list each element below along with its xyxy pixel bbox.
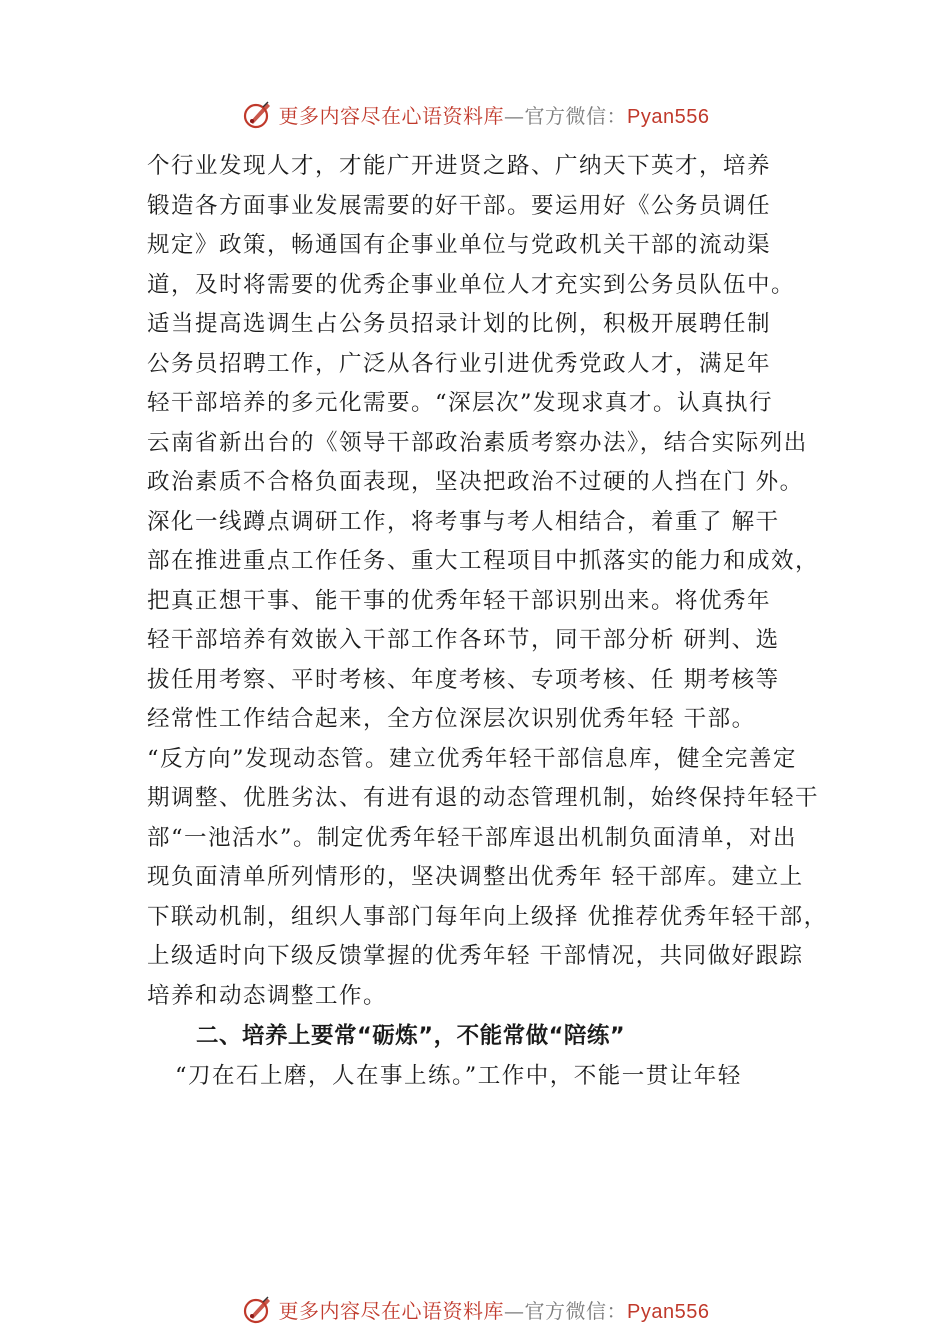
body-line: 部“一池活水”。制定优秀年轻干部库退出机制负面清单，对出: [147, 824, 798, 851]
watermark-main: 更多内容尽在心语资料库: [278, 103, 505, 128]
body-line: 个行业发现人才，才能广开进贤之路、广纳天下英才，培养: [147, 153, 772, 179]
watermark-header: [0, 94, 950, 134]
body-line: 道，及时将需要的优秀企事业单位人才充实到公务员队伍中。: [147, 271, 796, 298]
body-line: 轻干部培养有效嵌入干部工作各环节，同干部分析 研判、选: [147, 627, 780, 653]
body-line: 把真正想干事、能干事的优秀年轻干部识别出来。将优秀年: [147, 587, 772, 614]
watermark-main: 更多内容尽在心语资料库: [278, 1298, 505, 1323]
body-line: 经常性工作结合起来，全方位深层次识别优秀年轻 干部。: [147, 706, 756, 732]
body-line: 培养和动态调整工作。: [147, 982, 388, 1009]
body-line: 公务员招聘工作，广泛从各行业引进优秀党政人才，满足年: [147, 350, 772, 377]
watermark-official: 官方微信：: [524, 103, 628, 128]
document-body: [147, 147, 847, 1097]
body-line: 下联动机制，组织人事部门每年向上级择 优推荐优秀年轻干部，: [147, 903, 828, 930]
watermark-footer: [0, 1289, 950, 1329]
quill-logo-icon: [241, 97, 275, 131]
watermark-account: Pyan556: [627, 105, 710, 128]
body-line: 期调整、优胜劣汰、有进有退的动态管理机制，始终保持年轻干: [147, 785, 820, 811]
body-line: 现负面清单所列情形的，坚决调整出优秀年 轻干部库。建立上: [147, 864, 804, 890]
body-line: 部在推进重点工作任务、重大工程项目中抓落实的能力和成效，: [147, 548, 820, 574]
watermark-text: [279, 100, 710, 129]
section-heading: 二、培养上要常“砺炼”，不能常做“陪练”: [196, 1023, 626, 1049]
watermark-text: [279, 1295, 710, 1324]
watermark-dash: —: [504, 1298, 525, 1323]
watermark-official: 官方微信：: [524, 1298, 628, 1323]
body-line: 云南省新出台的《领导干部政治素质考察办法》，结合实际列出: [147, 429, 808, 456]
watermark-dash: —: [504, 103, 525, 128]
body-line: 拔任用考察、平时考核、年度考核、专项考核、任 期考核等: [147, 666, 780, 693]
paragraph-start-line: “刀在石上磨，人在事上练。”工作中，不能一贯让年轻: [175, 1063, 742, 1089]
quill-logo-icon: [241, 1292, 275, 1326]
body-line: 锻造各方面事业发展需要的好干部。要运用好《公务员调任: [147, 192, 772, 219]
body-line: “反方向”发现动态管。建立优秀年轻干部信息库，健全完善定: [147, 745, 798, 772]
body-line: 深化一线蹲点调研工作，将考事与考人相结合，着重了 解干: [147, 508, 780, 535]
body-line: 适当提高选调生占公务员招录计划的比例，积极开展聘任制: [147, 311, 772, 337]
body-line: 轻干部培养的多元化需要。“深层次”发现求真才。认真执行: [147, 390, 774, 416]
body-line: 政治素质不合格负面表现，坚决把政治不过硬的人挡在门 外。: [147, 469, 804, 495]
body-line: 上级适时向下级反馈掌握的优秀年轻 干部情况，共同做好跟踪: [147, 943, 804, 969]
watermark-account: Pyan556: [627, 1300, 710, 1323]
body-line: 规定》政策，畅通国有企事业单位与党政机关干部的流动渠: [147, 232, 772, 258]
